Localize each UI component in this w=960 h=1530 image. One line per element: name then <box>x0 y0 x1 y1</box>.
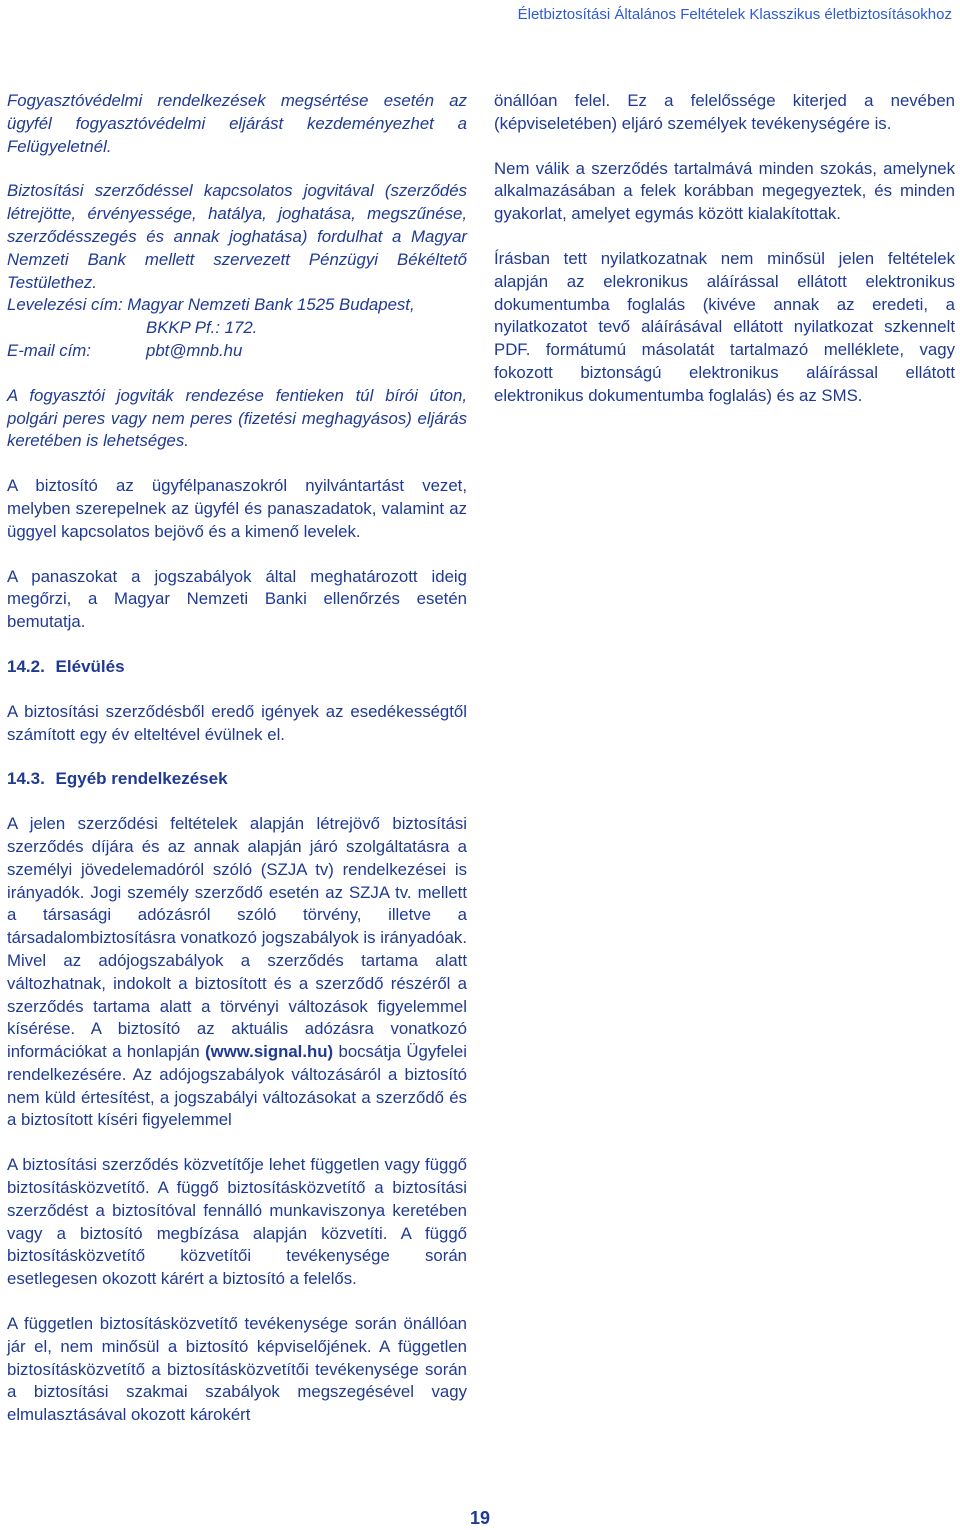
tax-text: A jelen szerződési feltételek alapján létrejövő biztosítási szerződés díjára és az annak alapján járó szolgáltatásra a személyi jövedelemadóról szóló (SZJA tv) rendelkezései is irányadók. Jogi személy szerződő esetén az SZJA tv. mellett a társasági adózásról szóló törvény, illetve a társadalombiztosításra vonatkozó jogszabályok is irányadóak. Mivel az adójogszabályok a szerződés tartama alatt változhatnak, indokolt a biztosított és a szerződő részéről a szerződés tartama alatt a törvényi változások figyelemmel kísérése. A biztosító az aktuális adózásra vonatkozó információkat a honlapján <box>7 814 467 1062</box>
paragraph-liability: önállóan felel. Ez a felelőssége kiterjed a nevében (képviseletében) eljáró személyek tevékenységére is. <box>494 91 955 133</box>
section-title: Egyéb rendelkezések <box>55 769 228 789</box>
paragraph-customs: Nem válik a szerződés tartalmává minden szokás, amelynek alkalmazásában a felek korábban megegyeztek, és minden gyakorlat, amelyet egymás között kialakítottak. <box>494 158 955 224</box>
paragraph-independent-intermediary: A független biztosításközvetítő tevékenysége során önállóan jár el, nem minősül a biztosító képviselőjének. A független biztosításközvetítő a biztosításközvetítői tevékenysége során a biztosítási szakmai szabályok megszegésével vagy elmulasztásával okozott károkért <box>7 1314 467 1425</box>
section-number: 14.2. <box>7 656 45 676</box>
tax-text-end: Az adójogszabályok változásáról a biztosító nem küld értesítést, a jogszabályi változásokat a szerződő és a biztosított kíséri figyelemmel <box>7 1064 467 1130</box>
email-label: E-mail cím: <box>7 340 91 360</box>
address-line: Levelezési cím: Magyar Nemzeti Bank 1525 Budapest, <box>7 295 415 315</box>
email-line <box>7 340 467 363</box>
tax-text-cont: bocsátja Ügyfelei rendelkezésére. <box>7 1042 467 1084</box>
paragraph-limitation: A biztosítási szerződésből eredő igények az esedékességtől számított egy év elteltével évülnek el. <box>7 701 467 744</box>
website-link[interactable]: (www.signal.hu) <box>205 1042 334 1062</box>
paragraph-intermediary: A biztosítási szerződés közvetítője lehet független vagy függő biztosításközvetítő. A függő biztosításközvetítő a biztosítási szerződést a biztosítóval fennálló munkaviszonya keretében vagy a biztosító megbízása alapján közvetíti. A függő biztosításközvetítő közvetítői tevékenysége során esetlegesen okozott kárért a biztosító a felelős. <box>7 1155 467 1289</box>
page-number: 19 <box>469 1508 491 1528</box>
email-value[interactable]: pbt@mnb.hu <box>146 340 243 360</box>
left-column <box>7 90 467 1449</box>
section-heading-limitation <box>7 656 467 679</box>
section-title: Elévülés <box>55 656 125 676</box>
paragraph-tax-rules <box>7 813 467 1132</box>
paragraph-consumer-protection: Fogyasztóvédelmi rendelkezések megsértése esetén az ügyfél fogyasztóvédelmi eljárást kezdeményezhet a Felügyeletnél. <box>7 91 467 156</box>
paragraph-complaint-records: A biztosító az ügyfélpanaszokról nyilvántartást vezet, melyben szerepelnek az ügyfél és panaszadatok, valamint az üggyel kapcsolatos bejövő és a kimenő levelek. <box>7 476 467 541</box>
paragraph-dispute-board: Biztosítási szerződéssel kapcsolatos jogvitával (szerződés létrejötte, érvényessége, hatálya, joghatása, megszűnése, szerződésszegés és annak joghatása) fordulhat a Magyar Nemzeti Bank mellett szervezett Pénzügyi Békéltető Testülethez. <box>7 181 467 292</box>
running-header: Életbiztosítási Általános Feltételek Klasszikus életbiztosításokhoz <box>517 6 952 23</box>
paragraph-court-route: A fogyasztói jogviták rendezése fentieken túl bírói úton, polgári peres vagy nem peres (fizetési meghagyásos) eljárás keretében is lehetséges. <box>7 385 467 451</box>
section-heading-other <box>7 768 467 791</box>
paragraph-complaint-retention: A panaszokat a jogszabályok által meghatározott ideig megőrzi, a Magyar Nemzeti Banki ellenőrzés esetén bemutatja. <box>7 566 467 632</box>
address-po-box: BKKP Pf.: 172. <box>146 318 258 338</box>
section-number: 14.3. <box>7 769 45 789</box>
right-column <box>494 90 955 430</box>
paragraph-written-statement: Írásban tett nyilatkozatnak nem minősül jelen feltételek alapján az elekronikus aláírással ellátott elektronikus dokumentumba foglalás (kivéve annak az eredeti, a nyilatkozatot tevő aláírásával ellátott nyilatkozat szkennelt PDF. formátumú másolatát tartalmazó melléklete, vagy fokozott biztonságú elektronikus aláírással ellátott elektronikus dokumentumba foglalás) és az SMS. <box>494 248 955 405</box>
